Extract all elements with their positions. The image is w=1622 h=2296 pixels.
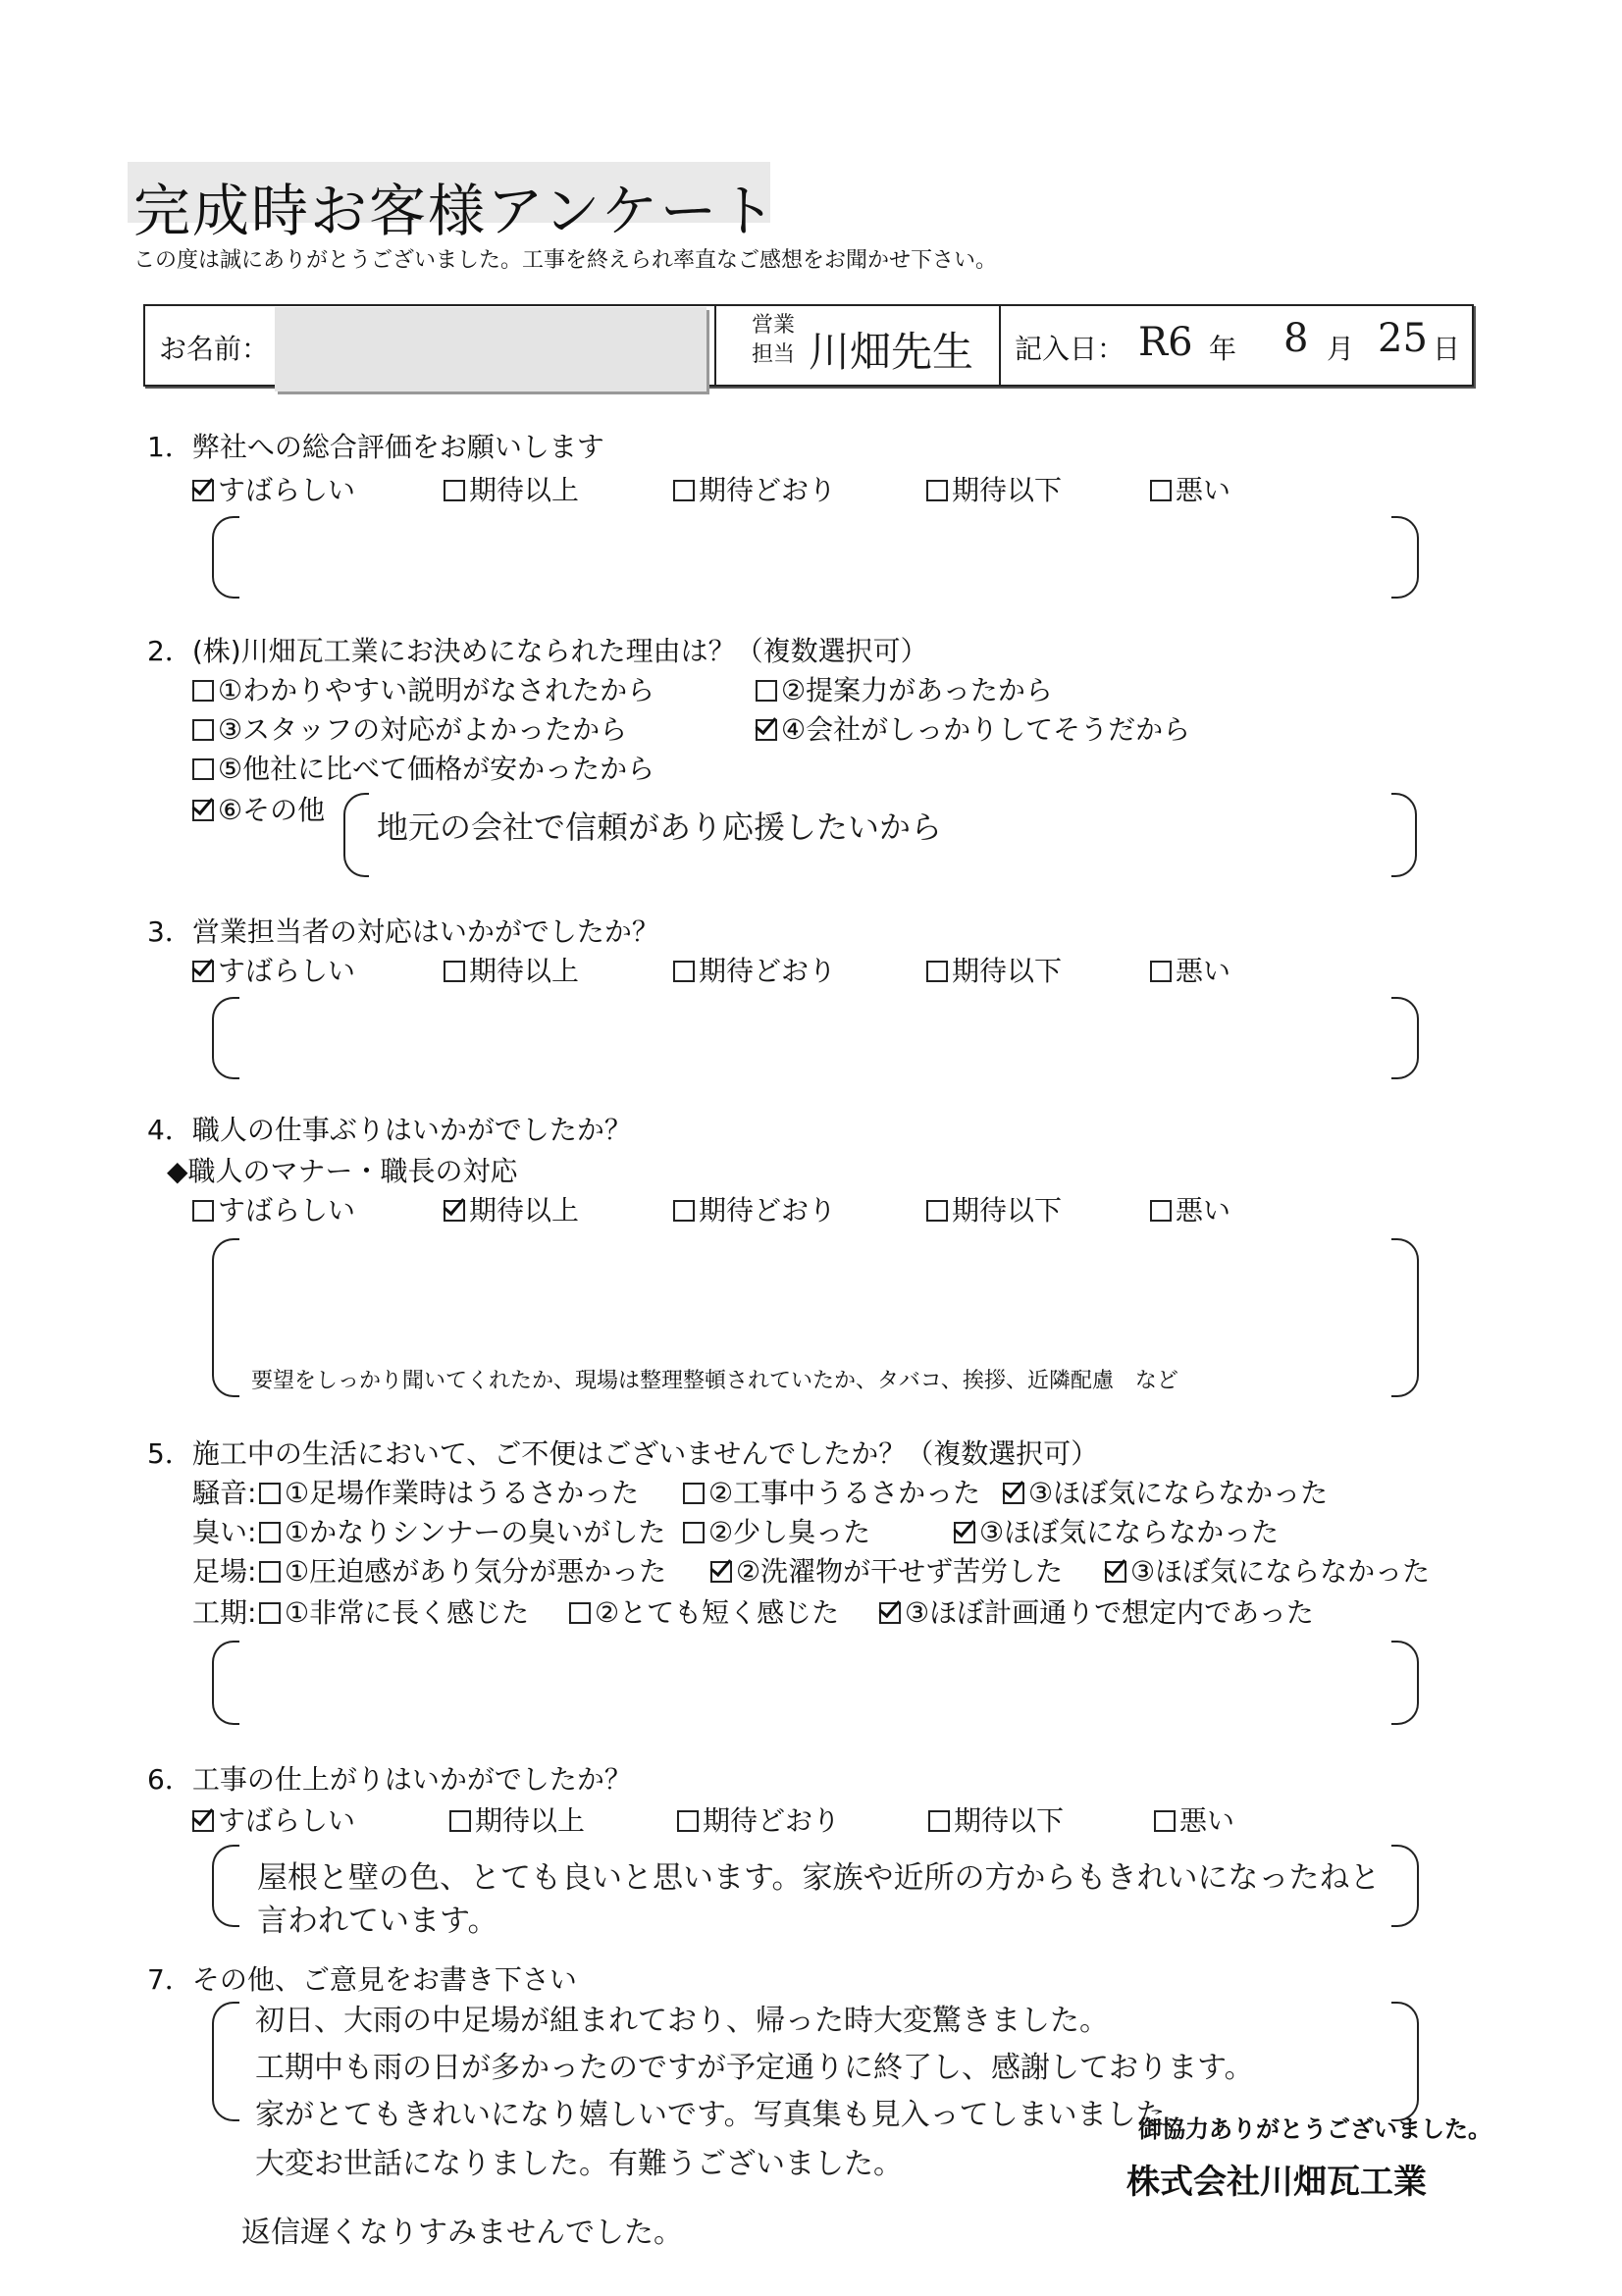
checkbox[interactable] xyxy=(1105,1561,1126,1583)
q4-hint: 要望をしっかり聞いてくれたか、現場は整理整頓されていたか、タバコ、挨拶、近隣配慮 など xyxy=(251,1369,1178,1393)
q5-row-noise-label: 騒音: xyxy=(192,1477,257,1509)
q1-option-5[interactable]: 悪い xyxy=(1150,469,1230,508)
checkbox[interactable] xyxy=(926,1200,948,1222)
q7-comment-line-3: 家がとてもきれいになり嬉しいです。写真集も見入ってしまいました。 xyxy=(255,2098,1195,2132)
date-day: 25 xyxy=(1378,316,1428,361)
q2-comment-bracket-right xyxy=(1391,793,1417,877)
checkbox[interactable] xyxy=(192,1810,214,1832)
q5-scaffold-option-1[interactable]: ①圧迫感があり気分が悪かった xyxy=(259,1550,666,1590)
q6-option-2[interactable]: 期待以上 xyxy=(449,1800,585,1839)
q6-question: 6．工事の仕上がりはいかがでしたか？ xyxy=(147,1763,632,1796)
q7-question: 7．その他、ご意見をお書き下さい xyxy=(147,1963,577,1996)
divider xyxy=(714,304,716,385)
checkbox[interactable] xyxy=(259,1602,281,1624)
q3-option-1[interactable]: すばらしい xyxy=(192,950,355,989)
checkbox[interactable] xyxy=(710,1561,732,1583)
q4-subheading: ◆職人のマナー・職長の対応 xyxy=(167,1155,518,1187)
q4-question: 4．職人の仕事ぶりはいかがでしたか？ xyxy=(147,1114,632,1146)
checkbox[interactable] xyxy=(928,1810,950,1832)
name-redaction xyxy=(275,307,706,391)
q3-question: 3．営業担当者の対応はいかがでしたか？ xyxy=(147,915,659,948)
q4-option-3[interactable]: 期待どおり xyxy=(673,1189,836,1228)
checkbox[interactable] xyxy=(1150,480,1172,501)
divider xyxy=(999,304,1001,385)
name-label: お名前： xyxy=(159,333,270,365)
q5-row-period-label: 工期: xyxy=(192,1596,257,1629)
q5-scaffold-option-3[interactable]: ③ほぼ気にならなかった xyxy=(1105,1550,1430,1590)
q5-comment-bracket-right xyxy=(1391,1641,1419,1725)
q2-question: 2．(株)川畑瓦工業にお決めになられた理由は？（複数選択可） xyxy=(147,635,928,667)
q5-smell-option-1[interactable]: ①かなりシンナーの臭いがした xyxy=(259,1511,665,1550)
checkbox[interactable] xyxy=(879,1602,901,1624)
checkbox[interactable] xyxy=(444,961,465,982)
q5-noise-option-2[interactable]: ②工事中うるさかった xyxy=(683,1472,980,1511)
date-month-unit: 月 xyxy=(1327,333,1355,365)
checkbox[interactable] xyxy=(1150,1200,1172,1222)
q7-comment-line-1: 初日、大雨の中足場が組まれており、帰った時大変驚きました。 xyxy=(255,2004,1109,2038)
q6-comment-line-2: 言われています。 xyxy=(257,1904,498,1939)
checkbox[interactable] xyxy=(192,680,214,702)
q6-option-4[interactable]: 期待以下 xyxy=(928,1800,1064,1839)
q4-option-4[interactable]: 期待以下 xyxy=(926,1189,1062,1228)
checkbox[interactable] xyxy=(259,1522,281,1543)
date-day-unit: 日 xyxy=(1433,333,1461,365)
q1-comment-bracket-left xyxy=(212,516,239,599)
date-era: R6 xyxy=(1138,320,1193,365)
q2-option-6[interactable]: ⑥その他 xyxy=(192,789,325,828)
q7-comment-bracket-right xyxy=(1391,2002,1419,2121)
checkbox[interactable] xyxy=(449,1810,471,1832)
q3-option-5[interactable]: 悪い xyxy=(1150,950,1230,989)
checkbox[interactable] xyxy=(926,961,948,982)
q7-comment-line-4: 大変お世話になりました。有難うございました。 xyxy=(255,2147,903,2181)
footer-thanks: 御協力ありがとうございました。 xyxy=(1138,2115,1491,2143)
checkbox[interactable] xyxy=(444,1200,465,1222)
q5-period-option-1[interactable]: ①非常に長く感じた xyxy=(259,1592,529,1631)
checkbox[interactable] xyxy=(756,680,777,702)
q4-comment-bracket-right xyxy=(1391,1238,1419,1397)
checkbox[interactable] xyxy=(673,1200,695,1222)
q7-comment-bracket-left xyxy=(212,2002,239,2121)
q5-period-option-2[interactable]: ②とても短く感じた xyxy=(569,1592,839,1631)
q1-option-3[interactable]: 期待どおり xyxy=(673,469,836,508)
checkbox[interactable] xyxy=(1154,1810,1176,1832)
q5-smell-option-2[interactable]: ②少し臭った xyxy=(683,1511,870,1550)
checkbox[interactable] xyxy=(683,1522,705,1543)
q6-comment-bracket-right xyxy=(1391,1845,1419,1927)
q2-option-3[interactable]: ③スタッフの対応がよかったから xyxy=(192,708,627,748)
checkbox[interactable] xyxy=(192,1200,214,1222)
q5-comment-bracket-left xyxy=(212,1641,239,1725)
checkbox[interactable] xyxy=(683,1483,705,1504)
checkbox[interactable] xyxy=(677,1810,699,1832)
q5-question: 5．施工中の生活において、ご不便はございませんでしたか？（複数選択可） xyxy=(147,1437,1099,1470)
checkbox[interactable] xyxy=(192,800,214,821)
q3-option-4[interactable]: 期待以下 xyxy=(926,950,1062,989)
checkbox[interactable] xyxy=(926,480,948,501)
q2-option-1[interactable]: ①わかりやすい説明がなされたから xyxy=(192,669,654,708)
q1-question: 1．弊社への総合評価をお願いします xyxy=(147,431,604,463)
q4-option-5[interactable]: 悪い xyxy=(1150,1189,1230,1228)
q2-option-4[interactable]: ④会社がしっかりしてそうだから xyxy=(756,708,1190,748)
q2-comment-bracket-left xyxy=(343,793,369,877)
q3-comment-bracket-left xyxy=(212,997,239,1079)
checkbox[interactable] xyxy=(569,1602,591,1624)
date-label: 記入日： xyxy=(1015,333,1125,365)
q4-option-1[interactable]: すばらしい xyxy=(192,1189,355,1228)
checkbox[interactable] xyxy=(192,758,214,780)
checkbox[interactable] xyxy=(673,961,695,982)
date-year-unit: 年 xyxy=(1209,333,1237,365)
q5-row-smell-label: 臭い: xyxy=(192,1516,257,1548)
q7-comment-line-5: 返信遅くなりすみませんでした。 xyxy=(241,2216,683,2250)
checkbox[interactable] xyxy=(1003,1483,1024,1504)
sales-name: 川畑先生 xyxy=(809,328,974,376)
q5-row-scaffold-label: 足場: xyxy=(192,1555,257,1588)
q4-option-2[interactable]: 期待以上 xyxy=(444,1189,579,1228)
checkbox[interactable] xyxy=(954,1522,975,1543)
q7-comment-line-2: 工期中も雨の日が多かったのですが予定通りに終了し、感謝しております。 xyxy=(255,2051,1254,2085)
q5-smell-option-3[interactable]: ③ほぼ気にならなかった xyxy=(954,1511,1279,1550)
checkbox[interactable] xyxy=(756,719,777,741)
checkbox[interactable] xyxy=(673,480,695,501)
q1-comment-bracket-right xyxy=(1391,516,1419,599)
q5-noise-option-3[interactable]: ③ほぼ気にならなかった xyxy=(1003,1472,1328,1511)
q6-option-3[interactable]: 期待どおり xyxy=(677,1800,840,1839)
q3-option-3[interactable]: 期待どおり xyxy=(673,950,836,989)
company-name: 株式会社川畑瓦工業 xyxy=(1126,2163,1427,2202)
checkbox[interactable] xyxy=(259,1483,281,1504)
checkbox[interactable] xyxy=(192,480,214,501)
q3-comment-bracket-right xyxy=(1391,997,1419,1079)
q1-option-4[interactable]: 期待以下 xyxy=(926,469,1062,508)
checkbox[interactable] xyxy=(192,961,214,982)
q5-scaffold-option-2[interactable]: ②洗濯物が干せず苦労した xyxy=(710,1550,1063,1590)
q4-comment-bracket-left xyxy=(212,1238,239,1397)
date-month: 8 xyxy=(1283,316,1309,361)
checkbox[interactable] xyxy=(444,480,465,501)
q2-other-text: 地元の会社で信頼があり応援したいから xyxy=(377,809,943,846)
checkbox[interactable] xyxy=(259,1561,281,1583)
sales-label-1: 営業 xyxy=(752,313,796,338)
q5-noise-option-1[interactable]: ①足場作業時はうるさかった xyxy=(259,1472,639,1511)
q6-option-5[interactable]: 悪い xyxy=(1154,1800,1234,1839)
q6-comment-line-1: 屋根と壁の色、とても良いと思います。家族や近所の方からもきれいになったねと xyxy=(257,1860,1381,1896)
q6-option-1[interactable]: すばらしい xyxy=(192,1800,355,1839)
q1-option-1[interactable]: すばらしい xyxy=(192,469,355,508)
q6-comment-bracket-left xyxy=(212,1845,239,1927)
q2-option-2[interactable]: ②提案力があったから xyxy=(756,669,1053,708)
page-subtitle: この度は誠にありがとうございました。工事を終えられ率直なご感想をお聞かせ下さい。 xyxy=(133,248,998,273)
checkbox[interactable] xyxy=(1150,961,1172,982)
q2-option-5[interactable]: ⑤他社に比べて価格が安かったから xyxy=(192,748,654,787)
q5-period-option-3[interactable]: ③ほぼ計画通りで想定内であった xyxy=(879,1592,1314,1631)
q1-option-2[interactable]: 期待以上 xyxy=(444,469,579,508)
sales-label-2: 担当 xyxy=(752,342,796,367)
q3-option-2[interactable]: 期待以上 xyxy=(444,950,579,989)
page-title: 完成時お客様アンケート xyxy=(133,178,778,244)
checkbox[interactable] xyxy=(192,719,214,741)
